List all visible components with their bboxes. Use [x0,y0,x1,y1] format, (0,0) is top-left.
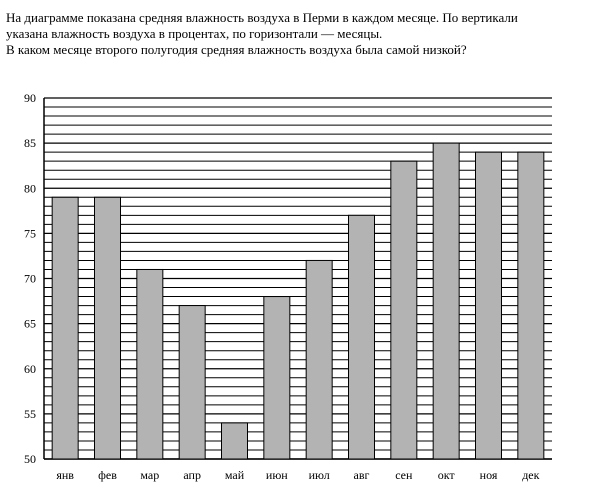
bar-ноя [476,152,502,459]
x-tick-label-мар: мар [140,468,160,482]
bar-июн [264,297,290,459]
x-tick-label-сен: сен [395,468,413,482]
x-tick-label-дек: дек [522,468,540,482]
y-tick-label-65: 65 [24,316,36,331]
bar-авг [349,215,375,459]
x-tick-label-ноя: ноя [479,468,498,482]
y-tick-label-90: 90 [24,91,36,105]
y-tick-label-85: 85 [24,136,36,151]
x-tick-label-май: май [224,468,245,482]
bar-мар [137,269,163,459]
y-tick-label-50: 50 [24,452,36,466]
y-tick-label-75: 75 [24,226,36,241]
x-tick-label-июн: июн [265,468,288,482]
bar-июл [306,260,332,459]
bar-фев [95,197,121,459]
question-line-2: указана влажность воздуха в процентах, по горизонтали — месяцы. [6,26,383,41]
y-tick-label-80: 80 [24,181,36,196]
bar-май [222,423,248,459]
x-tick-labels [56,468,539,482]
y-tick-label-70: 70 [24,271,36,286]
y-tick-labels [24,91,36,466]
bar-апр [179,306,205,459]
bar-дек [518,152,544,459]
y-tick-label-55: 55 [24,406,36,421]
x-tick-label-апр: апр [183,468,201,482]
bar-окт [433,143,459,459]
question-line-3: В каком месяце второго полугодия средняя влажность воздуха была самой низкой? [6,42,467,57]
x-tick-label-янв: янв [56,468,74,482]
bars [52,143,544,459]
y-tick-label-60: 60 [24,361,36,376]
x-tick-label-июл: июл [308,468,330,482]
x-tick-label-окт: окт [437,468,455,482]
bar-янв [52,197,78,459]
x-tick-label-авг: авг [353,468,370,482]
question-line-1: На диаграмме показана средняя влажность воздуха в Перми в каждом месяце. По вертикали [6,10,518,25]
bar-сен [391,161,417,459]
x-tick-label-фев: фев [98,468,117,482]
